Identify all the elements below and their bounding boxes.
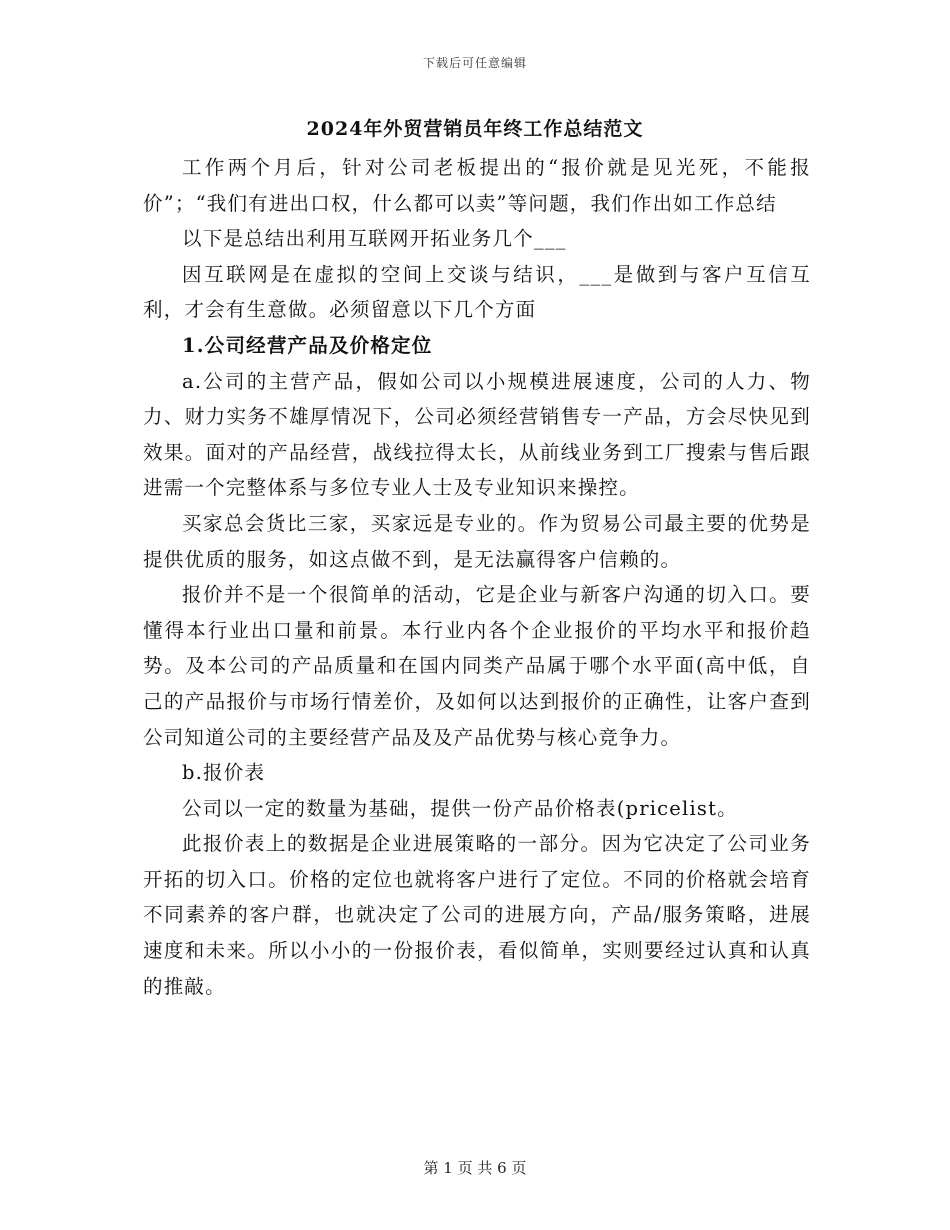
paragraph-internet-trust: 因互联网是在虚拟的空间上交谈与结识，___是做到与客户互信互利，才会有生意做。必须留意以下几个方面 <box>143 262 811 322</box>
paragraph-quotation: 报价并不是一个很简单的活动，它是企业与新客户沟通的切入口。要懂得本行业出口量和前景。本行业内各个企业报价的平均水平和报价趋势。及本公司的产品质量和在国内同类产品属于哪个水平面(高中低，自己的产品报价与市场行情差价，及如何以达到报价的正确性，让客户查到公司知道公司的主要经营产品及及产品优势与核心竞争力。 <box>143 583 811 749</box>
paragraph-buyers: 买家总会货比三家，买家远是专业的。作为贸易公司最主要的优势是提供优质的服务，如这点做不到，是无法赢得客户信赖的。 <box>143 511 811 571</box>
paragraph-price-list-strategy: 此报价表上的数据是企业进展策略的一部分。因为它决定了公司业务开拓的切入口。价格的定位也就将客户进行了定位。不同的价格就会培育不同素养的客户群，也就决定了公司的进展方向，产品/服务策略，进展速度和未来。所以小小的一份报价表，看似简单，实则要经过认真和认真的推敲。 <box>143 832 811 998</box>
document-body <box>143 150 811 1004</box>
page-header: 下载后可任意编辑 <box>422 56 527 70</box>
paragraph-intro: 工作两个月后，针对公司老板提出的“报价就是见光死，不能报价”；“我们有进出口权，什么都可以卖”等问题，我们作出如工作总结 <box>143 156 811 215</box>
section-heading-product-pricing: 1.公司经营产品及价格定位 <box>182 333 433 357</box>
paragraph-price-list-basis: 公司以一定的数量为基础，提供一份产品价格表(pricelist。 <box>182 796 738 820</box>
paragraph-main-product: a.公司的主营产品，假如公司以小规模进展速度，公司的人力、物力、财力实务不雄厚情况下，公司必须经营销售专一产品，方会尽快见到效果。面对的产品经营，战线拉得太长，从前线业务到工厂搜索与售后跟进需一个完整体系与多位专业人士及专业知识来操控。 <box>143 369 811 500</box>
paragraph-summary-lead: 以下是总结出利用互联网开拓业务几个___ <box>182 227 567 251</box>
subheading-price-list: b.报价表 <box>182 761 266 785</box>
document-title: 2024年外贸营销员年终工作总结范文 <box>306 118 644 140</box>
page-footer: 第 1 页 共 6 页 <box>423 1159 527 1177</box>
